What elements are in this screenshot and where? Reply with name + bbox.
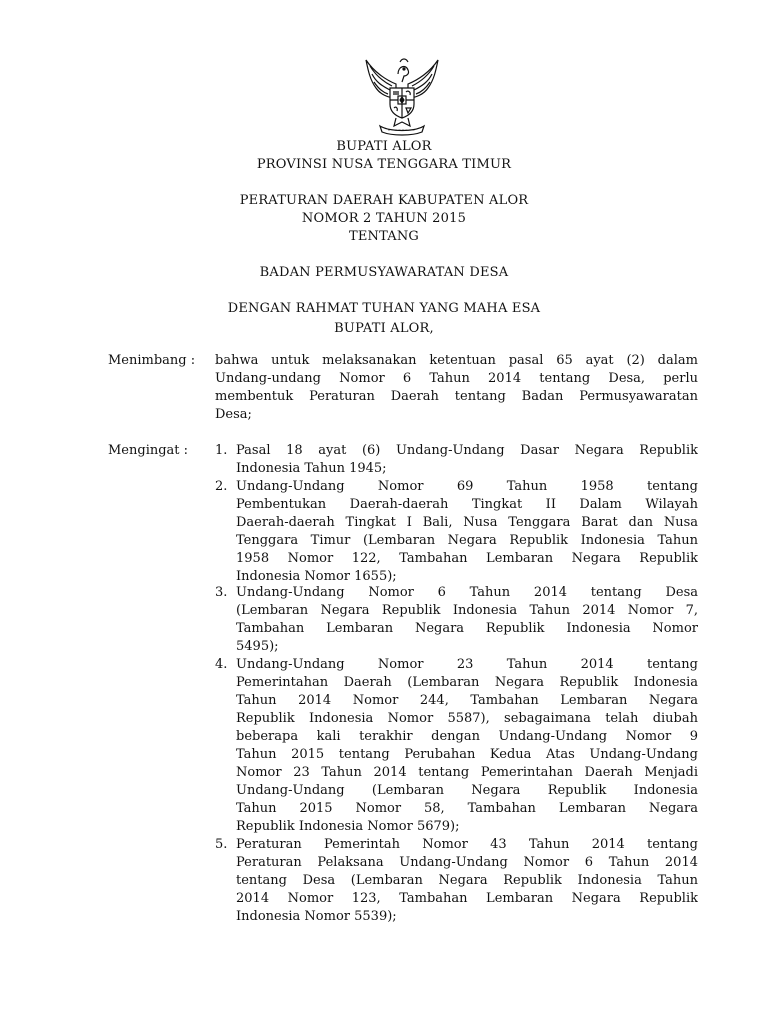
regulation-about: TENTANG xyxy=(348,229,420,244)
header-regent-title: BUPATI ALOR xyxy=(336,139,432,154)
list-item-line: Peraturan Pelaksana Undang-Undang Nomor 6 Tahun 2014 xyxy=(236,855,698,870)
list-item-line: Tahun 2015 tentang Perubahan Kedua Atas Undang-Undang xyxy=(236,747,698,762)
list-item-line: Republik Indonesia Nomor 5587), sebagaimana telah diubah xyxy=(236,711,698,726)
list-item-line: Daerah-daerah Tingkat I Bali, Nusa Tenggara Barat dan Nusa xyxy=(236,515,698,530)
list-item-line: Undang-Undang Nomor 6 Tahun 2014 tentang Desa xyxy=(236,585,698,600)
list-item-line: Indonesia Nomor 5539); xyxy=(236,909,397,924)
list-item-line: Republik Indonesia Nomor 5679); xyxy=(236,819,460,834)
regent-signatory-heading: BUPATI ALOR, xyxy=(334,321,434,336)
list-item-line: tentang Desa (Lembaran Negara Republik Indonesia Tahun xyxy=(236,873,698,888)
menimbang-line: membentuk Peraturan Daerah tentang Badan Permusyawaratan xyxy=(215,389,698,404)
menimbang-line: Undang-undang Nomor 6 Tahun 2014 tentang Desa, perlu xyxy=(215,371,698,386)
list-item-line: Pembentukan Daerah-daerah Tingkat II Dalam Wilayah xyxy=(236,497,698,512)
list-item-line: Tambahan Lembaran Negara Republik Indonesia Nomor xyxy=(236,621,698,636)
mengingat-label: Mengingat : xyxy=(108,443,189,458)
list-item-line: 1958 Nomor 122, Tambahan Lembaran Negara Republik xyxy=(236,551,698,566)
list-item-line: Tahun 2015 Nomor 58, Tambahan Lembaran Negara xyxy=(236,801,698,816)
regulation-subject: BADAN PERMUSYAWARATAN DESA xyxy=(259,265,509,280)
list-item-line: Undang-Undang Nomor 69 Tahun 1958 tentang xyxy=(236,479,698,494)
list-item-line: Pemerintahan Daerah (Lembaran Negara Republik Indonesia xyxy=(236,675,698,690)
list-item-line: Undang-Undang (Lembaran Negara Republik Indonesia xyxy=(236,783,698,798)
menimbang-label: Menimbang : xyxy=(108,353,196,368)
list-item-line: beberapa kali terakhir dengan Undang-Undang Nomor 9 xyxy=(236,729,698,744)
list-item-line: Peraturan Pemerintah Nomor 43 Tahun 2014 tentang xyxy=(236,837,698,852)
list-item-number: 3. xyxy=(215,585,228,600)
list-item-line: Indonesia Tahun 1945; xyxy=(236,461,387,476)
invocation: DENGAN RAHMAT TUHAN YANG MAHA ESA xyxy=(227,301,541,316)
list-item-number: 2. xyxy=(215,479,228,494)
list-item-number: 4. xyxy=(215,657,228,672)
list-item-line: Nomor 23 Tahun 2014 tentang Pemerintahan Daerah Menjadi xyxy=(236,765,698,780)
list-item-line: Indonesia Nomor 1655); xyxy=(236,569,397,584)
header-province: PROVINSI NUSA TENGGARA TIMUR xyxy=(256,157,512,172)
list-item-line: Undang-Undang Nomor 23 Tahun 2014 tentang xyxy=(236,657,698,672)
list-item-line: 5495); xyxy=(236,639,279,654)
menimbang-line: Desa; xyxy=(215,407,252,422)
list-item-number: 1. xyxy=(215,443,228,458)
list-item-line: Tahun 2014 Nomor 244, Tambahan Lembaran Negara xyxy=(236,693,698,708)
menimbang-line: bahwa untuk melaksanakan ketentuan pasal 65 ayat (2) dalam xyxy=(215,353,698,368)
list-item-line: (Lembaran Negara Republik Indonesia Tahun 2014 Nomor 7, xyxy=(236,603,698,618)
list-item-number: 5. xyxy=(215,837,228,852)
list-item-line: Tenggara Timur (Lembaran Negara Republik Indonesia Tahun xyxy=(236,533,698,548)
list-item-line: 2014 Nomor 123, Tambahan Lembaran Negara Republik xyxy=(236,891,698,906)
regulation-number: NOMOR 2 TAHUN 2015 xyxy=(301,211,467,226)
regulation-title: PERATURAN DAERAH KABUPATEN ALOR xyxy=(239,193,529,208)
garuda-emblem-icon xyxy=(356,54,448,136)
list-item-line: Pasal 18 ayat (6) Undang-Undang Dasar Negara Republik xyxy=(236,443,698,458)
